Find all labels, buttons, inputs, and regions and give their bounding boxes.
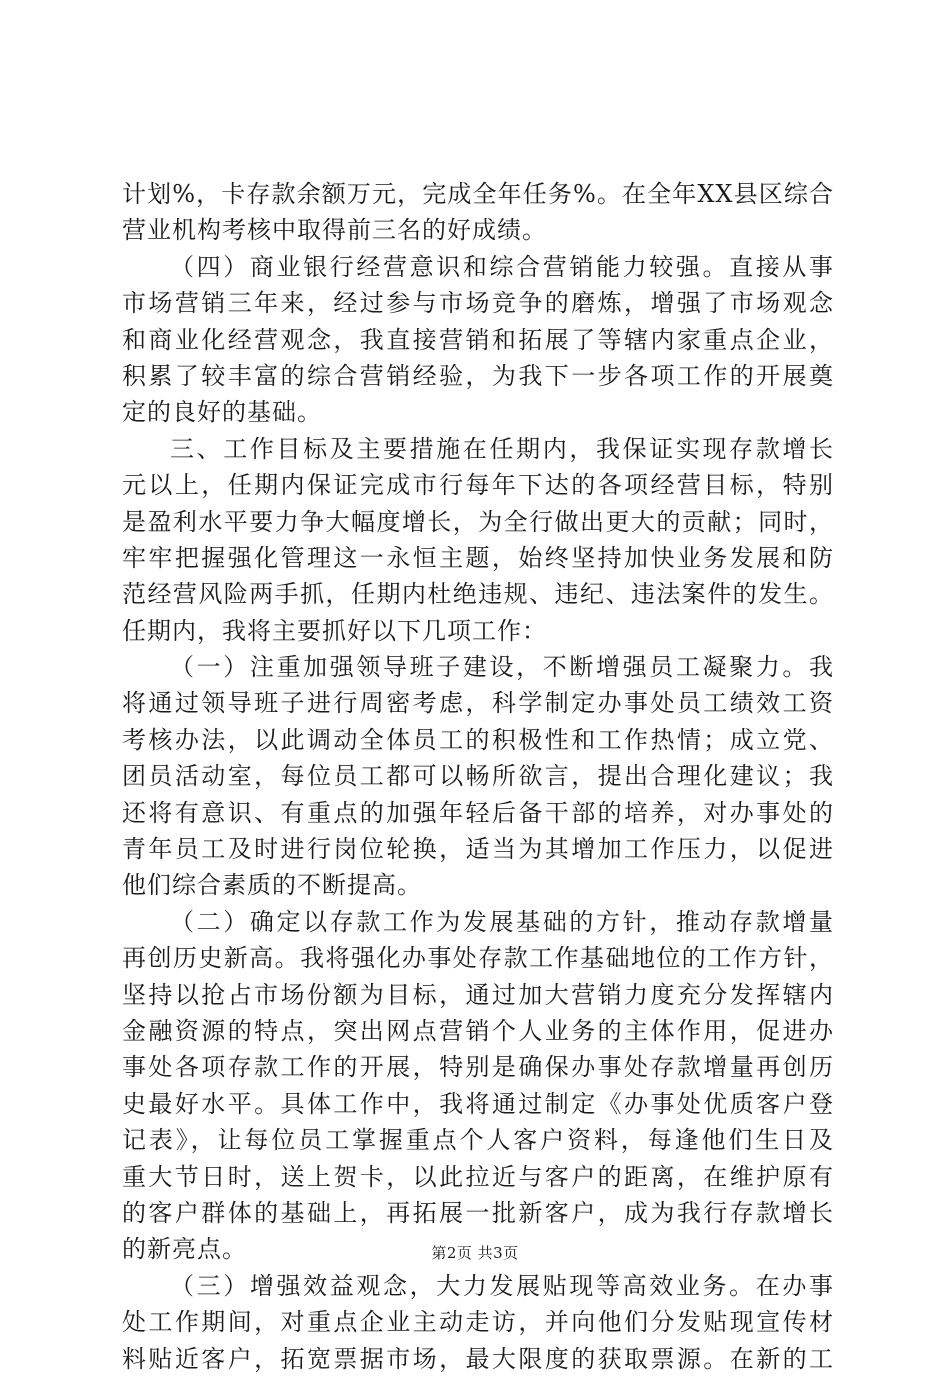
text-line: 处工作期间，对重点企业主动走访，并向他们分发贴现宣传材 [122, 1308, 834, 1337]
text-line: 料贴近客户，拓宽票据市场，最大限度的获取票源。在新的工 [122, 1344, 834, 1373]
text-line: 积累了较丰富的综合营销经验，为我下一步各项工作的开展奠 [122, 361, 834, 390]
text-line: 事处各项存款工作的开展，特别是确保办事处存款增量再创历 [122, 1053, 834, 1082]
text-line: 重大节日时，送上贺卡，以此拉近与客户的距离，在维护原有 [122, 1162, 834, 1191]
text-line: 任期内，我将主要抓好以下几项工作： [122, 616, 547, 645]
text-line: 团员活动室，每位员工都可以畅所欲言，提出合理化建议；我 [122, 762, 834, 791]
page-number-footer: 第2页 共3页 [431, 1244, 519, 1262]
text-line: 再创历史新高。我将强化办事处存款工作基础地位的工作方针， [122, 944, 834, 973]
paragraph-start-line: 三、工作目标及主要措施在任期内，我保证实现存款增长 [170, 434, 834, 463]
text-line: 计划%，卡存款余额万元，完成全年任务%。在全年XX县区综合 [122, 180, 834, 208]
text-line: 将通过领导班子进行周密考虑，科学制定办事处员工绩效工资 [122, 689, 834, 718]
text-line: 还将有意识、有重点的加强年轻后备干部的培养，对办事处的 [122, 798, 834, 827]
text-line: 金融资源的特点，突出网点营销个人业务的主体作用，促进办 [122, 1016, 834, 1045]
text-line: 牢牢把握强化管理这一永恒主题，始终坚持加快业务发展和防 [122, 543, 834, 572]
paragraph-start-line: （一）注重加强领导班子建设，不断增强员工凝聚力。我 [170, 653, 834, 682]
text-line: 他们综合素质的不断提高。 [122, 871, 422, 900]
paragraph-start-line: （三）增强效益观念，大力发展贴现等高效业务。在办事 [170, 1271, 834, 1300]
paragraph-start-line: （二）确定以存款工作为发展基础的方针，推动存款增量 [170, 907, 834, 936]
paragraph-start-line: （四）商业银行经营意识和综合营销能力较强。直接从事 [170, 252, 834, 281]
text-line: 是盈利水平要力争大幅度增长，为全行做出更大的贡献；同时， [122, 507, 834, 536]
text-line: 坚持以抢占市场份额为目标，通过加大营销力度充分发挥辖内 [122, 980, 834, 1009]
text-line: 和商业化经营观念，我直接营销和拓展了等辖内家重点企业， [122, 325, 834, 354]
text-line: 史最好水平。具体工作中，我将通过制定《办事处优质客户登 [122, 1089, 834, 1118]
text-line: 定的良好的基础。 [122, 398, 322, 427]
document-body [122, 176, 834, 1377]
text-line: 营业机构考核中取得前三名的好成绩。 [122, 216, 547, 245]
text-line: 元以上，任期内保证完成市行每年下达的各项经营目标，特别 [122, 471, 834, 500]
text-line: 的新亮点。 [122, 1235, 247, 1264]
text-line: 记表》，让每位员工掌握重点个人客户资料，每逢他们生日及 [122, 1126, 834, 1155]
text-line: 考核办法，以此调动全体员工的积极性和工作热情；成立党、 [122, 725, 834, 754]
text-line: 青年员工及时进行岗位轮换，适当为其增加工作压力，以促进 [122, 835, 834, 864]
text-line: 范经营风险两手抓，任期内杜绝违规、违纪、违法案件的发生。 [122, 580, 834, 609]
text-line: 的客户群体的基础上，再拓展一批新客户，成为我行存款增长 [122, 1198, 834, 1227]
text-line: 市场营销三年来，经过参与市场竞争的磨炼，增强了市场观念 [122, 289, 834, 318]
